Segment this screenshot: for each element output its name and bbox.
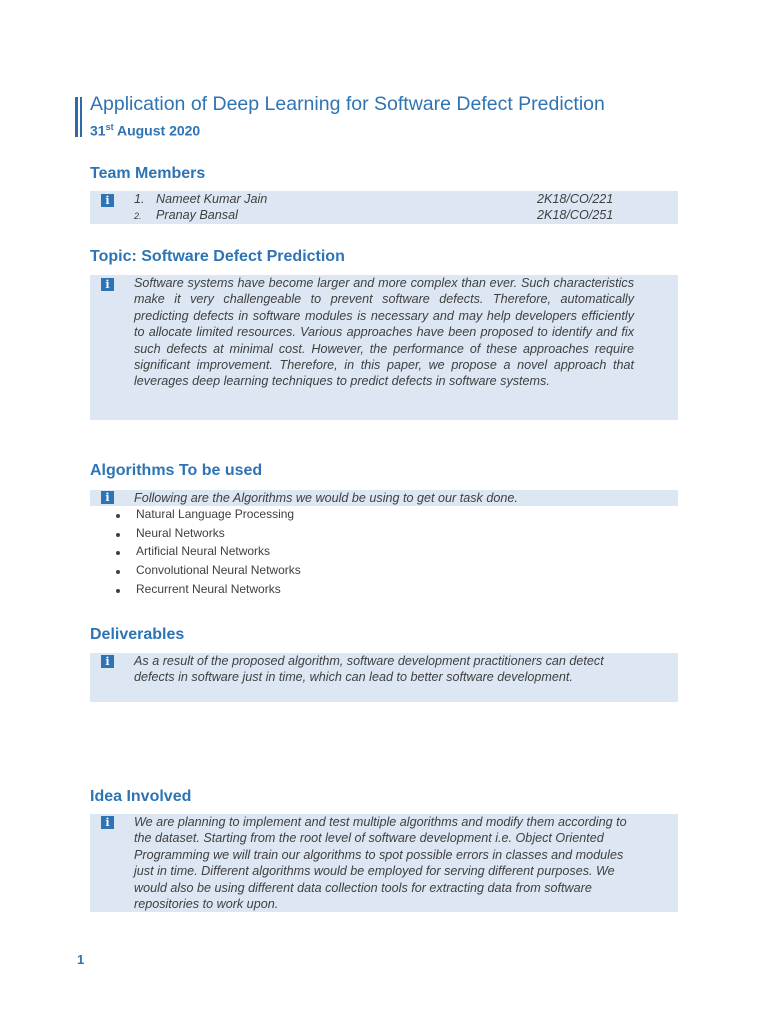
team-member: 1. Nameet Kumar Jain: [134, 192, 268, 206]
algorithms-intro: Following are the Algorithms we would be using to get our task done.: [134, 491, 518, 505]
topic-heading: Topic: Software Defect Prediction: [90, 248, 345, 265]
deliverables-heading: Deliverables: [90, 626, 185, 643]
idea-box: [90, 814, 678, 912]
team-members-box: [90, 191, 678, 224]
topic-paragraph: Software systems have become larger and more complex than ever. Such characteristics make it very challengeable to prevent software defects. Therefore, automatically predicting defects in software modules is necessary and may help developers efficiently to allocate limited resources. Various approaches have been proposed to identify and fix such defects at minimal cost. However, the performance of these approaches require significant improvement. Therefore, in this paper, we propose a novel approach that leverages deep learning techniques to predict defects in software systems.: [134, 276, 634, 389]
algorithms-heading: Algorithms To be used: [90, 462, 263, 479]
list-item: Convolutional Neural Networks: [113, 563, 301, 582]
page-number: 1: [77, 952, 85, 967]
idea-paragraph: We are planning to implement and test multiple algorithms and modify them according to the dataset. Starting from the root level of software development i.e. Object Oriented Programming we will train our algorithms to spot possible errors in classes and modules just in time. Different algorithms would be employed for serving different purposes. We would also be using different data collection tools for extracting data from software repositories to work upon.: [134, 815, 627, 912]
deliverables-paragraph: As a result of the proposed algorithm, software development practitioners can detect defects in software just in time, which can lead to better software development.: [134, 654, 604, 685]
info-icon: i: [101, 655, 114, 668]
idea-heading: Idea Involved: [90, 788, 192, 805]
list-item: Natural Language Processing: [113, 507, 301, 526]
title-accent-bar-thin: [80, 97, 82, 137]
list-item: Recurrent Neural Networks: [113, 582, 301, 601]
algorithms-box: [90, 490, 678, 506]
topic-box: [90, 275, 678, 420]
title-accent-bar: [75, 97, 78, 137]
algorithms-list: [113, 507, 301, 600]
list-item: Artificial Neural Networks: [113, 544, 301, 563]
team-member-id: 2K18/CO/221: [537, 192, 614, 206]
info-icon: i: [101, 491, 114, 504]
deliverables-box: [90, 653, 678, 702]
team-members-heading: Team Members: [90, 165, 206, 182]
list-item: Neural Networks: [113, 526, 301, 545]
team-member: 2. Pranay Bansal: [134, 208, 238, 222]
team-member-id: 2K18/CO/251: [537, 208, 614, 222]
info-icon: i: [101, 816, 114, 829]
info-icon: i: [101, 194, 114, 207]
document-title: Application of Deep Learning for Software Defect Prediction: [90, 93, 605, 115]
document-date: 31st August 2020: [90, 122, 201, 139]
info-icon: i: [101, 278, 114, 291]
